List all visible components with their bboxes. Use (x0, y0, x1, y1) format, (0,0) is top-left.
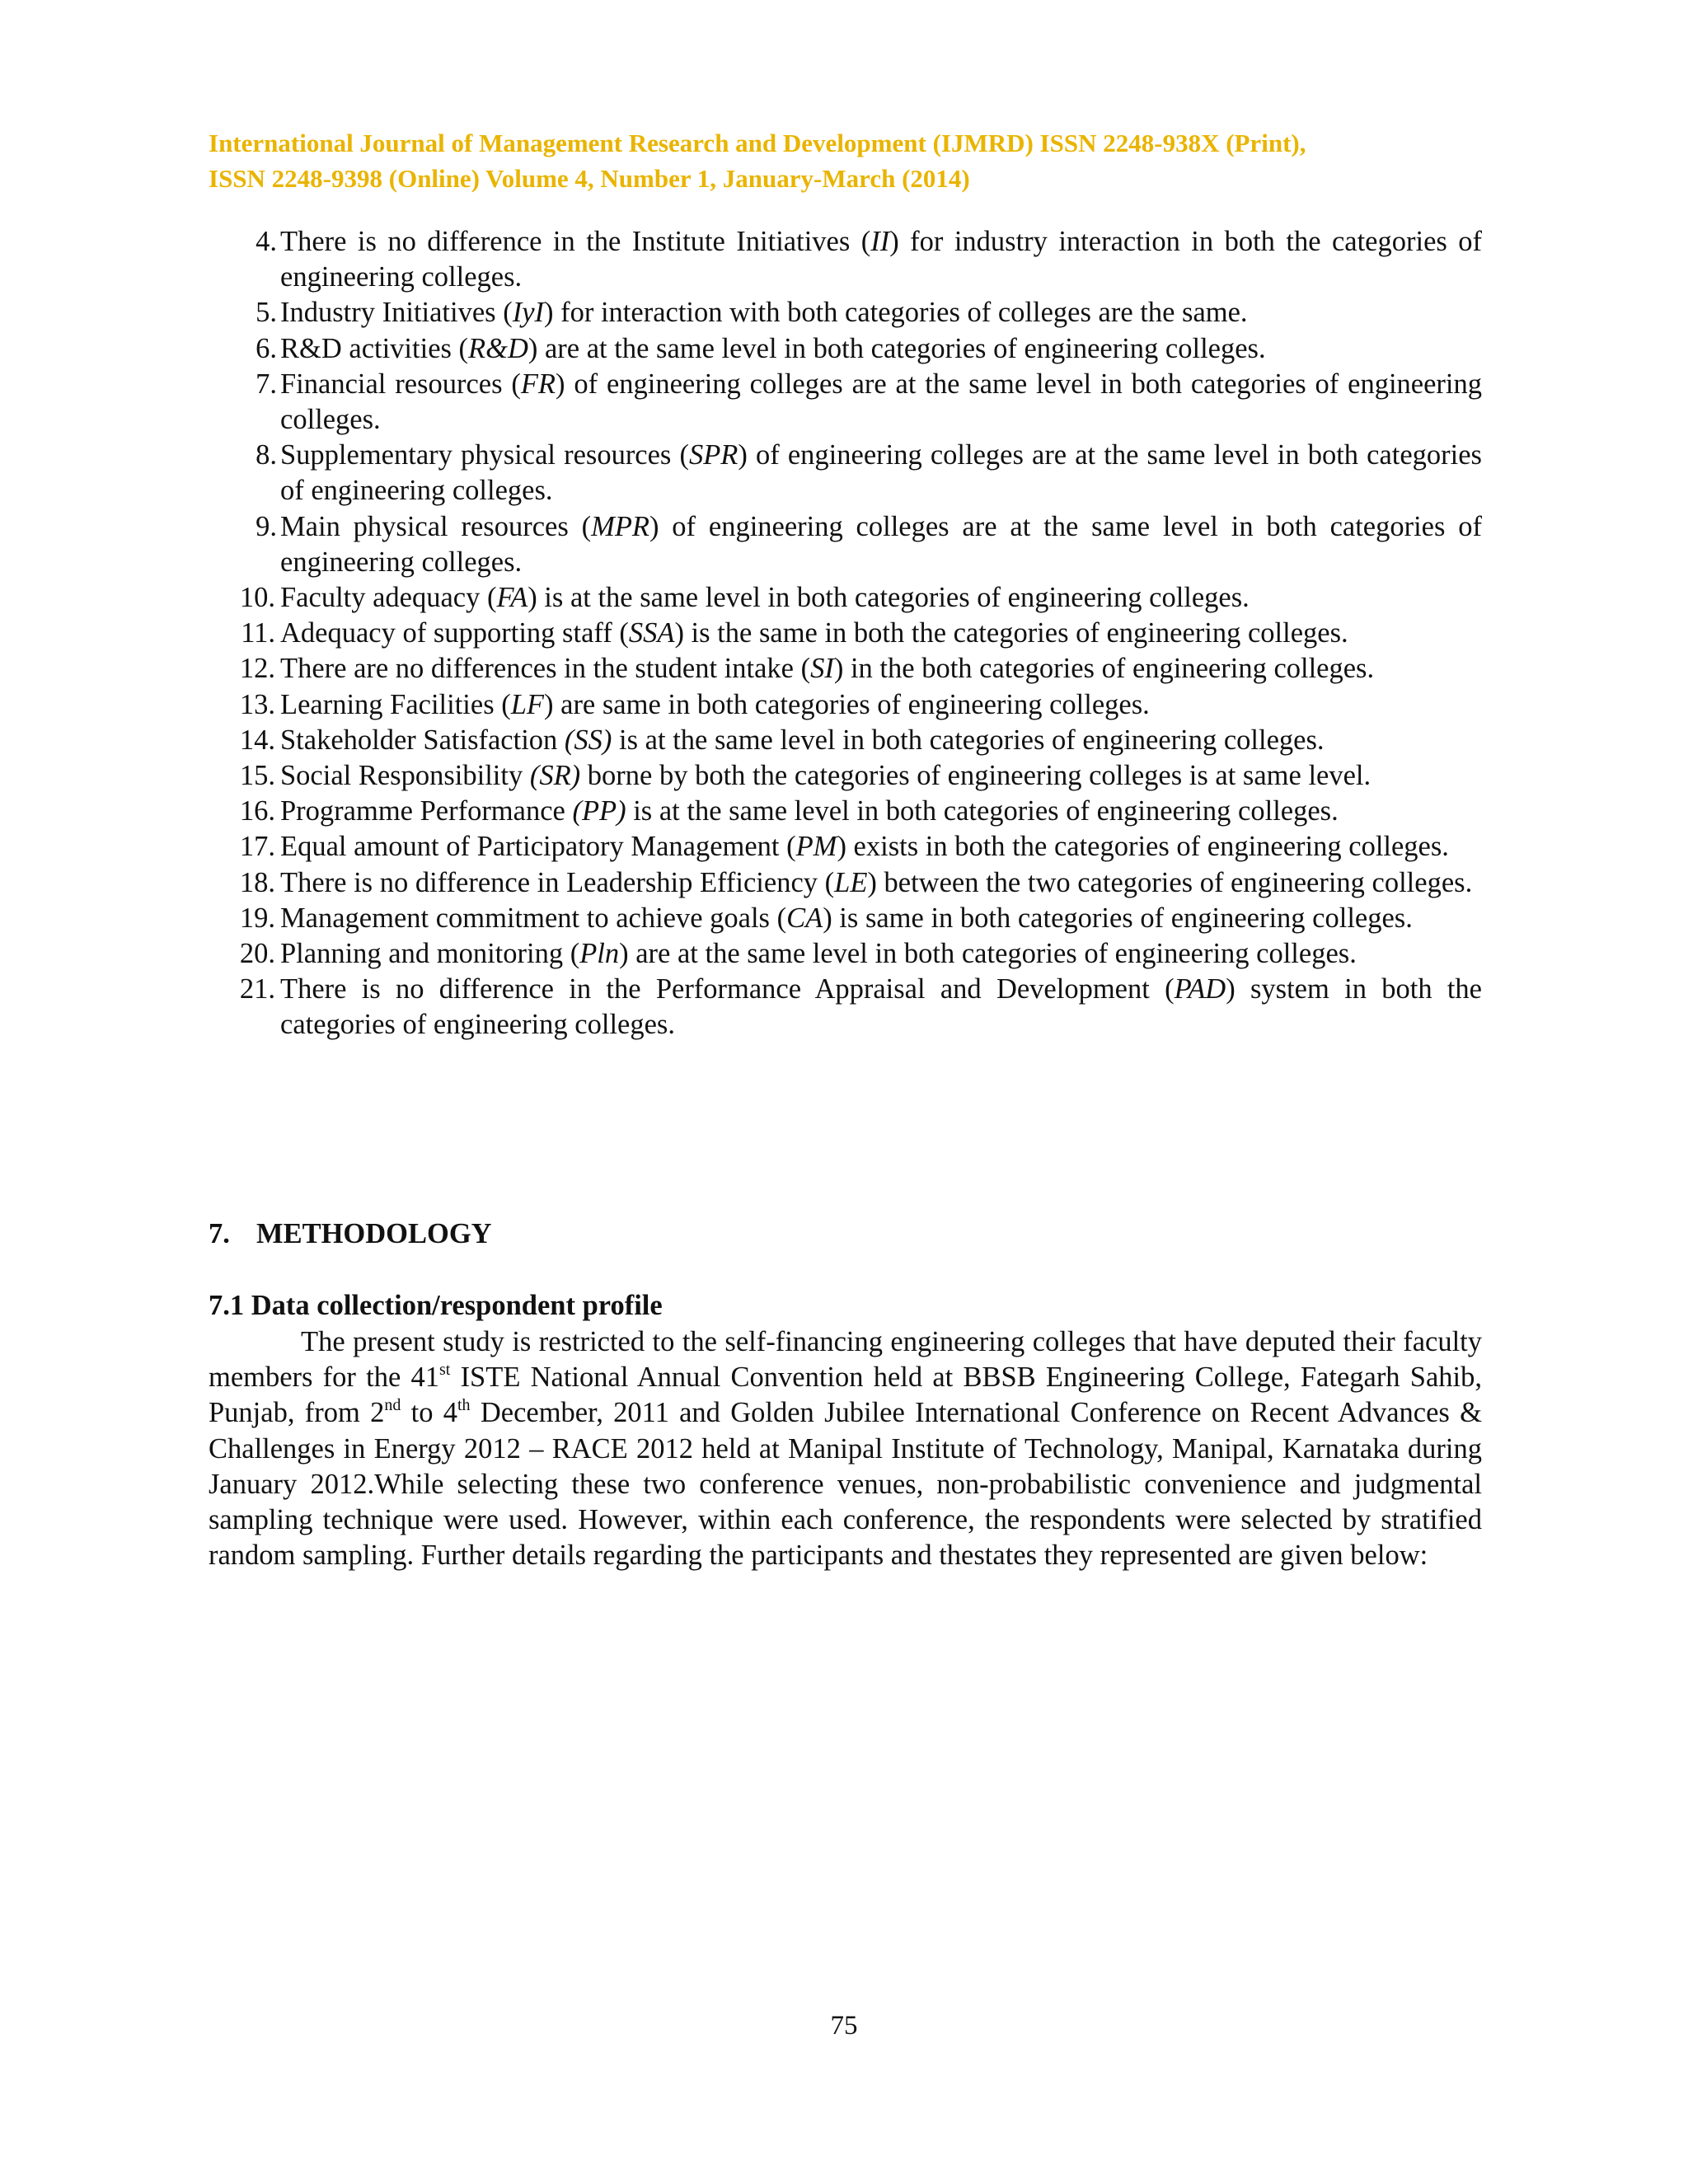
list-item (237, 331, 1482, 367)
item-text: is at the same level in both categories of engineering colleges. (626, 795, 1339, 827)
section-number: 7. (209, 1218, 230, 1249)
item-text: ) is same in both categories of engineering colleges. (823, 902, 1413, 934)
item-number: 12. (239, 653, 275, 685)
item-number: 4. (256, 226, 277, 257)
journal-header-line-1: International Journal of Management Research and Development (IJMRD) ISSN 2248-938X (Print), (209, 129, 1306, 157)
item-abbreviation: SI (810, 653, 834, 685)
section-title: METHODOLOGY (256, 1218, 492, 1249)
item-text: ) of engineering colleges are at the same level in both categories of engineering colleges. (280, 510, 1482, 578)
item-text: R&D activities ( (280, 332, 469, 364)
item-text: Faculty adequacy ( (280, 582, 497, 614)
item-text: borne by both the categories of engineering colleges is at same level. (580, 760, 1372, 792)
item-text: Social Responsibility (280, 760, 530, 792)
item-number: 18. (239, 866, 275, 898)
paragraph-text: ISTE National Annual Convention held at BBSB Engineering College, Fategarh Sahib, Punjab, from 2 (209, 1361, 1482, 1429)
item-text: Planning and monitoring ( (280, 938, 580, 970)
superscript: nd (384, 1396, 401, 1415)
item-text: ) in the both categories of engineering colleges. (833, 653, 1375, 685)
item-number: 13. (239, 688, 275, 720)
item-abbreviation: CA (786, 902, 823, 934)
item-number: 7. (256, 368, 277, 400)
item-text: Programme Performance (280, 795, 573, 827)
page-number: 75 (830, 2011, 858, 2041)
item-abbreviation: (SR) (529, 760, 581, 792)
item-abbreviation: LE (834, 866, 868, 898)
hypotheses-list (237, 224, 1482, 1043)
item-abbreviation: SSA (628, 617, 675, 649)
item-abbreviation: R&D (468, 332, 528, 364)
item-abbreviation: FA (496, 582, 528, 614)
list-item (237, 616, 1482, 651)
item-number: 11. (241, 617, 275, 649)
item-text: Industry Initiatives ( (280, 297, 513, 329)
item-abbreviation: FR (520, 368, 556, 400)
item-text: ) of engineering colleges are at the same level in both categories of engineering colleges. (280, 368, 1482, 436)
list-item (237, 295, 1482, 330)
superscript: st (439, 1361, 451, 1380)
list-item (237, 723, 1482, 758)
item-abbreviation: PAD (1174, 973, 1226, 1005)
item-number: 16. (239, 795, 275, 827)
section-heading (209, 1218, 492, 1250)
list-item (237, 865, 1482, 901)
item-text: Financial resources ( (280, 368, 521, 400)
paragraph-text: December, 2011 and Golden Jubilee International Conference on Recent Advances & Challenges in Energy 2012 – RACE 2012 held at Manipal Institute of Technology, Manipal, Karnataka during January 2012.While selecting these two conference venues, non-probabilistic convenience and judgmental sampling technique were used. However, within each conference, the respondents were selected by stratified random sampling. Further details regarding the participants and thestates they represented are given below: (209, 1397, 1482, 1572)
list-item (237, 687, 1482, 723)
item-number: 14. (239, 724, 275, 756)
item-abbreviation: PM (795, 831, 837, 863)
item-number: 10. (239, 582, 275, 614)
list-item (237, 829, 1482, 865)
item-number: 5. (256, 297, 277, 329)
item-text: is at the same level in both categories of engineering colleges. (612, 724, 1325, 756)
item-abbreviation: (SS) (564, 724, 612, 756)
list-item (237, 758, 1482, 794)
item-number: 21. (239, 973, 275, 1005)
item-text: ) between the two categories of engineering colleges. (867, 866, 1473, 898)
item-number: 17. (239, 831, 275, 863)
item-text: Management commitment to achieve goals ( (280, 902, 787, 934)
list-item (237, 972, 1482, 1043)
item-text: ) are same in both categories of engineering colleges. (544, 688, 1150, 720)
item-number: 6. (256, 332, 277, 364)
item-abbreviation: IyI (512, 297, 544, 329)
item-number: 9. (256, 510, 277, 542)
body-paragraph (209, 1324, 1482, 1573)
paragraph-text: to 4 (401, 1397, 457, 1429)
item-text: Equal amount of Participatory Management ( (280, 831, 796, 863)
list-item (237, 901, 1482, 936)
list-item (237, 651, 1482, 687)
item-abbreviation: SPR (688, 439, 738, 471)
item-text: ) exists in both the categories of engineering colleges. (837, 831, 1449, 863)
item-text: ) is the same in both the categories of engineering colleges. (674, 617, 1348, 649)
item-number: 20. (239, 938, 275, 970)
journal-header-line-2: ISSN 2248-9398 (Online) Volume 4, Number 1, January-March (2014) (209, 164, 970, 193)
item-abbreviation: Pln (579, 938, 620, 970)
subsection-heading: 7.1 Data collection/respondent profile (209, 1290, 663, 1321)
item-number: 8. (256, 439, 277, 471)
list-item (237, 580, 1482, 616)
item-number: 15. (239, 760, 275, 792)
paragraph-text: The present study is restricted to the self-financing engineering colleges that have deputed their faculty members for the 41 (209, 1326, 1482, 1394)
item-text: There are no differences in the student intake ( (280, 653, 811, 685)
item-text: There is no difference in the Institute Initiatives ( (280, 226, 871, 257)
item-abbreviation: II (870, 226, 890, 257)
item-number: 19. (239, 902, 275, 934)
journal-header (209, 125, 1494, 196)
superscript: th (457, 1396, 471, 1415)
list-item (237, 509, 1482, 580)
item-text: ) for industry interaction in both the categories of engineering colleges. (280, 226, 1482, 293)
item-text: Learning Facilities ( (280, 688, 511, 720)
item-abbreviation: LF (510, 688, 545, 720)
item-abbreviation: MPR (591, 510, 649, 542)
item-text: ) for interaction with both categories of colleges are the same. (544, 297, 1248, 329)
item-text: ) system in both the categories of engineering colleges. (280, 973, 1482, 1041)
item-text: ) is at the same level in both categories of engineering colleges. (528, 582, 1250, 614)
item-text: Supplementary physical resources ( (280, 439, 689, 471)
list-item (237, 367, 1482, 438)
item-text: ) are at the same level in both categories of engineering colleges. (528, 332, 1266, 364)
list-item (237, 936, 1482, 972)
item-text: ) are at the same level in both categories of engineering colleges. (619, 938, 1357, 970)
item-text: Stakeholder Satisfaction (280, 724, 565, 756)
list-item (237, 794, 1482, 829)
item-text: There is no difference in the Performance Appraisal and Development ( (280, 973, 1175, 1005)
item-text: There is no difference in Leadership Efficiency ( (280, 866, 835, 898)
list-item (237, 438, 1482, 509)
list-item (237, 224, 1482, 295)
item-text: Main physical resources ( (280, 510, 592, 542)
item-abbreviation: (PP) (572, 795, 626, 827)
item-text: Adequacy of supporting staff ( (280, 617, 629, 649)
item-text: ) of engineering colleges are at the same level in both categories of engineering colleges. (280, 439, 1482, 507)
